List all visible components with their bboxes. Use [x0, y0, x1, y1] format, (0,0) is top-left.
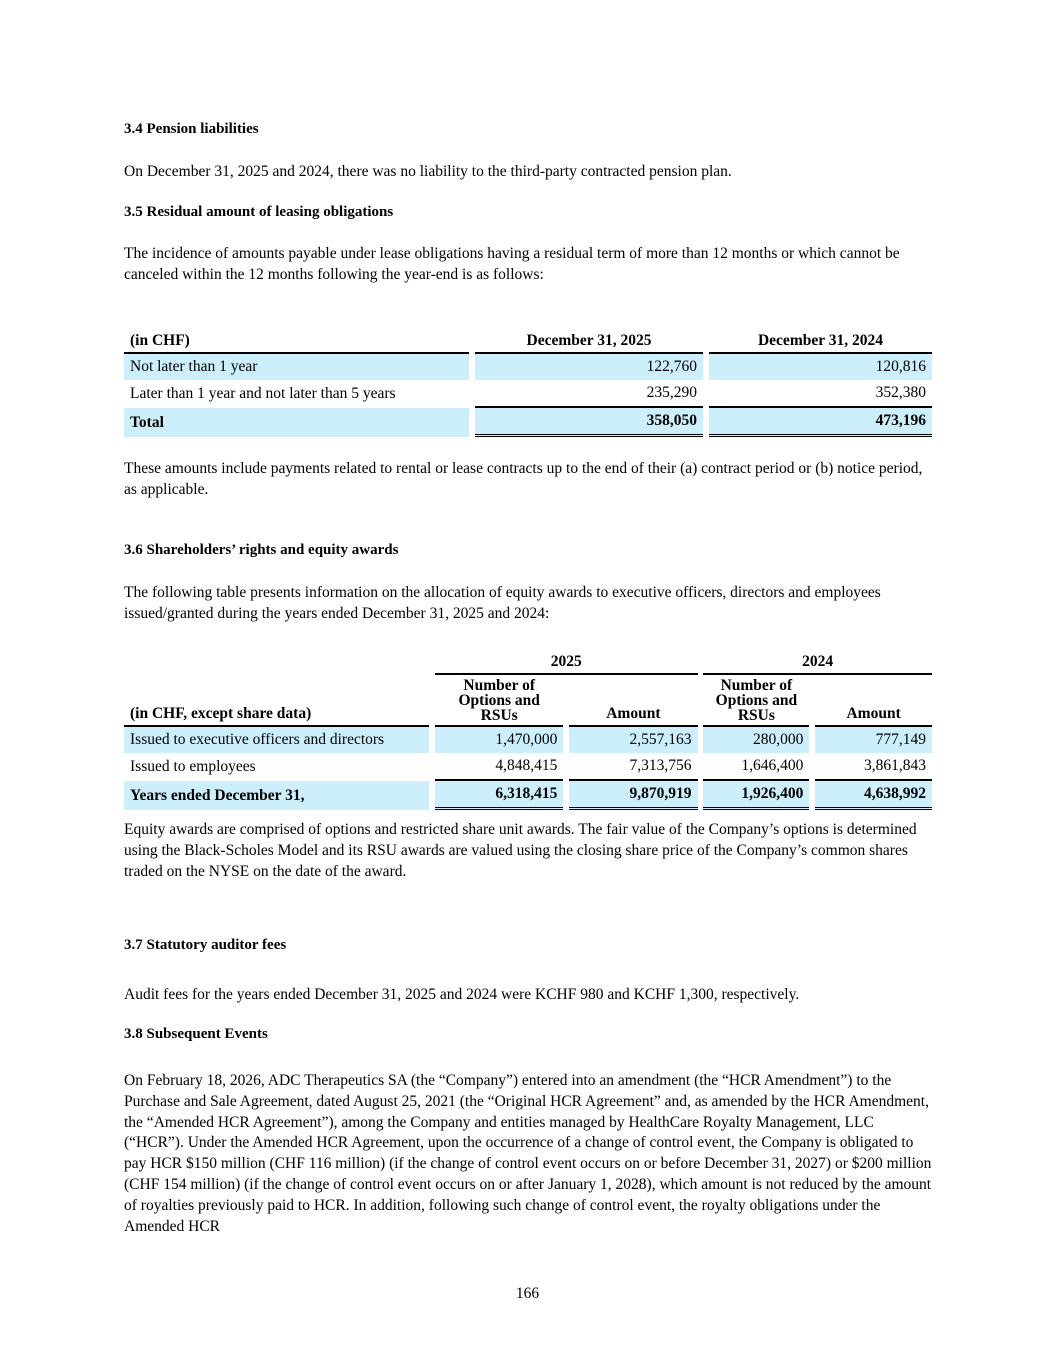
heading-leasing-obligations: 3.5 Residual amount of leasing obligations — [124, 204, 394, 220]
col-header-2024: December 31, 2024 — [709, 328, 932, 354]
row-label: Issued to executive officers and directors — [124, 727, 429, 753]
value-2024: 352,380 — [709, 380, 932, 408]
value-2025: 235,290 — [475, 380, 703, 408]
value-2025: 358,050 — [475, 408, 703, 437]
table-row — [124, 380, 932, 408]
value: 1,646,400 — [703, 753, 809, 781]
auditor-text: Audit fees for the years ended December 31, 2025 and 2024 were KCHF 980 and KCHF 1,300, respectively. — [124, 986, 800, 1003]
col-header-2025: December 31, 2025 — [475, 328, 703, 354]
col-header-amount-2024: Amount — [815, 675, 932, 727]
row-label: Later than 1 year and not later than 5 years — [130, 385, 396, 402]
leasing-table — [124, 328, 932, 437]
table-row — [124, 354, 932, 380]
value-2025: 122,760 — [475, 354, 703, 380]
value: 4,638,992 — [815, 781, 932, 810]
value: 2,557,163 — [569, 727, 697, 753]
leasing-note: These amounts include payments related to rental or lease contracts up to the end of their (a) contract period or (b) notice period, as applicable. — [124, 460, 923, 498]
row-label: Years ended December 31, — [124, 781, 429, 810]
year-header-2025: 2025 — [435, 649, 698, 675]
page-number: 166 — [515, 1285, 540, 1302]
value: 9,870,919 — [569, 781, 697, 810]
table-row-total — [124, 408, 932, 437]
value-2024: 120,816 — [709, 354, 932, 380]
table-row-total — [124, 781, 932, 810]
subsequent-text: On February 18, 2026, ADC Therapeutics SA (the “Company”) entered into an amendment (the “HCR Amendment”) to the Purchase and Sale Agreement, dated August 25, 2021 (the “Original HCR Agreement” and, as amended by the HCR Amendment, the “Amended HCR Agreement”), among the Company and entities managed by HealthCare Royalty Management, LLC (“HCR”). Under the Amended HCR Agreement, upon the occurrence of a change of control event, the Company is obligated to pay HCR $150 million (CHF 116 million) (if the change of control event occurs on or before December 31, 2027) or $200 million (CHF 154 million) (if the change of control event occurs on or after January 1, 2028), which amount is not reduced by the amount of royalties previously paid to HCR. In addition, following such change of control event, the royalty obligations under the Amended HCR — [124, 1072, 932, 1235]
value: 6,318,415 — [435, 781, 563, 810]
row-label: Issued to employees — [130, 758, 256, 775]
pension-text: On December 31, 2025 and 2024, there was no liability to the third-party contracted pension plan. — [124, 163, 732, 180]
value: 777,149 — [815, 727, 932, 753]
heading-auditor-fees: 3.7 Statutory auditor fees — [124, 937, 287, 953]
equity-intro: The following table presents information on the allocation of equity awards to executive officers, directors and employees issued/granted during the years ended December 31, 2025 and 2024: — [124, 584, 881, 622]
col-header-options-2025: Number of Options and RSUs — [435, 675, 563, 727]
row-label: Total — [124, 408, 469, 437]
equity-table — [124, 649, 932, 810]
equity-note: Equity awards are comprised of options and restricted share unit awards. The fair value of the Company’s options is determined using the Black-Scholes Model and its RSU awards are valued using the closing share price of the Company’s common shares traded on the NYSE on the date of the award. — [124, 821, 917, 880]
value: 4,848,415 — [435, 753, 563, 781]
col-header-options-2024: Number of Options and RSUs — [703, 675, 809, 727]
value: 280,000 — [703, 727, 809, 753]
table-row — [124, 727, 932, 753]
value: 1,926,400 — [703, 781, 809, 810]
heading-pension-liabilities: 3.4 Pension liabilities — [124, 121, 259, 137]
year-header-2024: 2024 — [703, 649, 932, 675]
value-2024: 473,196 — [709, 408, 932, 437]
col-header-label: (in CHF, except share data) — [124, 675, 429, 727]
heading-subsequent-events: 3.8 Subsequent Events — [124, 1026, 268, 1042]
value: 3,861,843 — [815, 753, 932, 781]
col-header-amount-2025: Amount — [569, 675, 697, 727]
value: 7,313,756 — [569, 753, 697, 781]
row-label: Not later than 1 year — [124, 354, 469, 380]
heading-equity-awards: 3.6 Shareholders’ rights and equity awards — [124, 542, 399, 558]
value: 1,470,000 — [435, 727, 563, 753]
leasing-intro: The incidence of amounts payable under lease obligations having a residual term of more than 12 months or which cannot be canceled within the 12 months following the year-end is as follows: — [124, 245, 900, 283]
col-header-label: (in CHF) — [124, 328, 469, 354]
table-row — [124, 753, 932, 781]
